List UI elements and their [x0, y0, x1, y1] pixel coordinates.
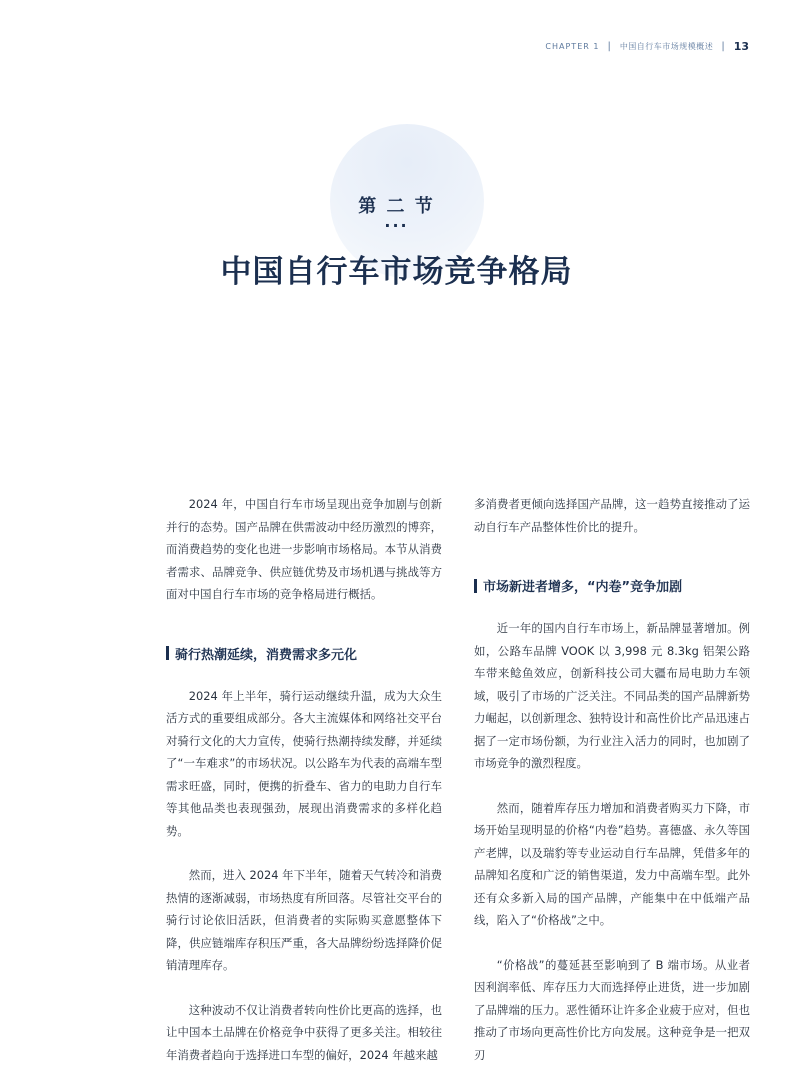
section-number: 第 二 节: [358, 196, 435, 217]
subheading-text: 市场新进者增多，“内卷”竞争加剧: [483, 580, 683, 595]
left-column: [166, 493, 442, 1088]
header-divider-2: |: [721, 41, 726, 52]
paragraph: 这种波动不仅让消费者转向性价比更高的选择，也让中国本土品牌在价格竞争中获得了更多关注。相较往年消费者趋向于选择进口车型的偏好，2024 年越来越: [166, 1002, 442, 1062]
section-title: 中国自行车市场竞争格局: [220, 254, 573, 290]
subheading-text: 骑行热潮延续，消费需求多元化: [175, 647, 358, 663]
subheading-bar: [166, 646, 169, 660]
paragraph-continued: 多消费者更倾向选择国产品牌，这一趋势直接推动了运动自行车产品整体性价比的提升。: [474, 497, 750, 534]
running-header: [545, 40, 749, 53]
subheading: [474, 576, 750, 595]
chapter-title-header: 中国自行车市场规模概述: [619, 42, 714, 51]
subheading-bar: [474, 579, 477, 593]
paragraph: 然而，进入 2024 年下半年，随着天气转冷和消费热情的逐渐减弱，市场热度有所回落。尽管社交平台的骑行讨论依旧活跃，但消费者的实际购买意愿整体下降，供应链端库存积压严重，各大品牌纷纷选择降价促销清理库存。: [166, 868, 442, 972]
paragraph: 然而，随着库存压力增加和消费者购买力下降，市场开始呈现明显的价格“内卷”趋势。喜德盛、永久等国产老牌，以及瑞豹等专业运动自行车品牌，凭借多年的品牌知名度和广泛的销售渠道，发力中高端车型。此外还有众多新入局的国产品牌，产能集中在中低端产品线，陷入了“价格战”之中。: [474, 800, 750, 927]
paragraph: 2024 年上半年，骑行运动继续升温，成为大众生活方式的重要组成部分。各大主流媒体和网络社交平台对骑行文化的大力宣传，使骑行热潮持续发酵，并延续了“一车难求”的市场状况。以公路车为代表的高端车型需求旺盛，同时，便携的折叠车、省力的电助力自行车等其他品类也表现强劲，展现出消费需求的多样化趋势。: [166, 688, 442, 838]
paragraph: 近一年的国内自行车市场上，新品牌显著增加。例如，公路车品牌 VOOK 以 3,998 元 8.3kg 铝架公路车带来鲶鱼效应，创新科技公司大疆布局电助力车领域，吸引了市场的广泛关注。不同品类的国产品牌新势力崛起，以创新理念、独特设计和高性价比产品迅速占据了一定市场份额，为行业注入活力的同时，也加剧了市场竞争的激烈程度。: [474, 621, 750, 770]
chapter-label: CHAPTER 1: [545, 42, 600, 51]
intro-paragraph: 2024 年，中国自行车市场呈现出竞争加剧与创新并行的态势。国产品牌在供需波动中经历激烈的博弈，而消费趋势的变化也进一步影响市场格局。本节从消费者需求、品牌竞争、供应链优势及市场机遇与挑战等方面对中国自行车市场的竞争格局进行概括。: [166, 497, 442, 601]
page-number: 13: [733, 40, 749, 53]
subheading: [166, 644, 442, 663]
section-dots: ···: [384, 216, 409, 235]
header-divider: |: [607, 41, 612, 52]
paragraph: “价格战”的蔓延甚至影响到了 B 端市场。从业者因利润率低、库存压力大而选择停止进货，进一步加剧了品牌端的压力。恶性循环让许多企业疲于应对，但也推动了市场向更高性价比方向发展。这种竞争是一把双刃: [474, 957, 750, 1062]
right-column: [474, 493, 750, 1088]
